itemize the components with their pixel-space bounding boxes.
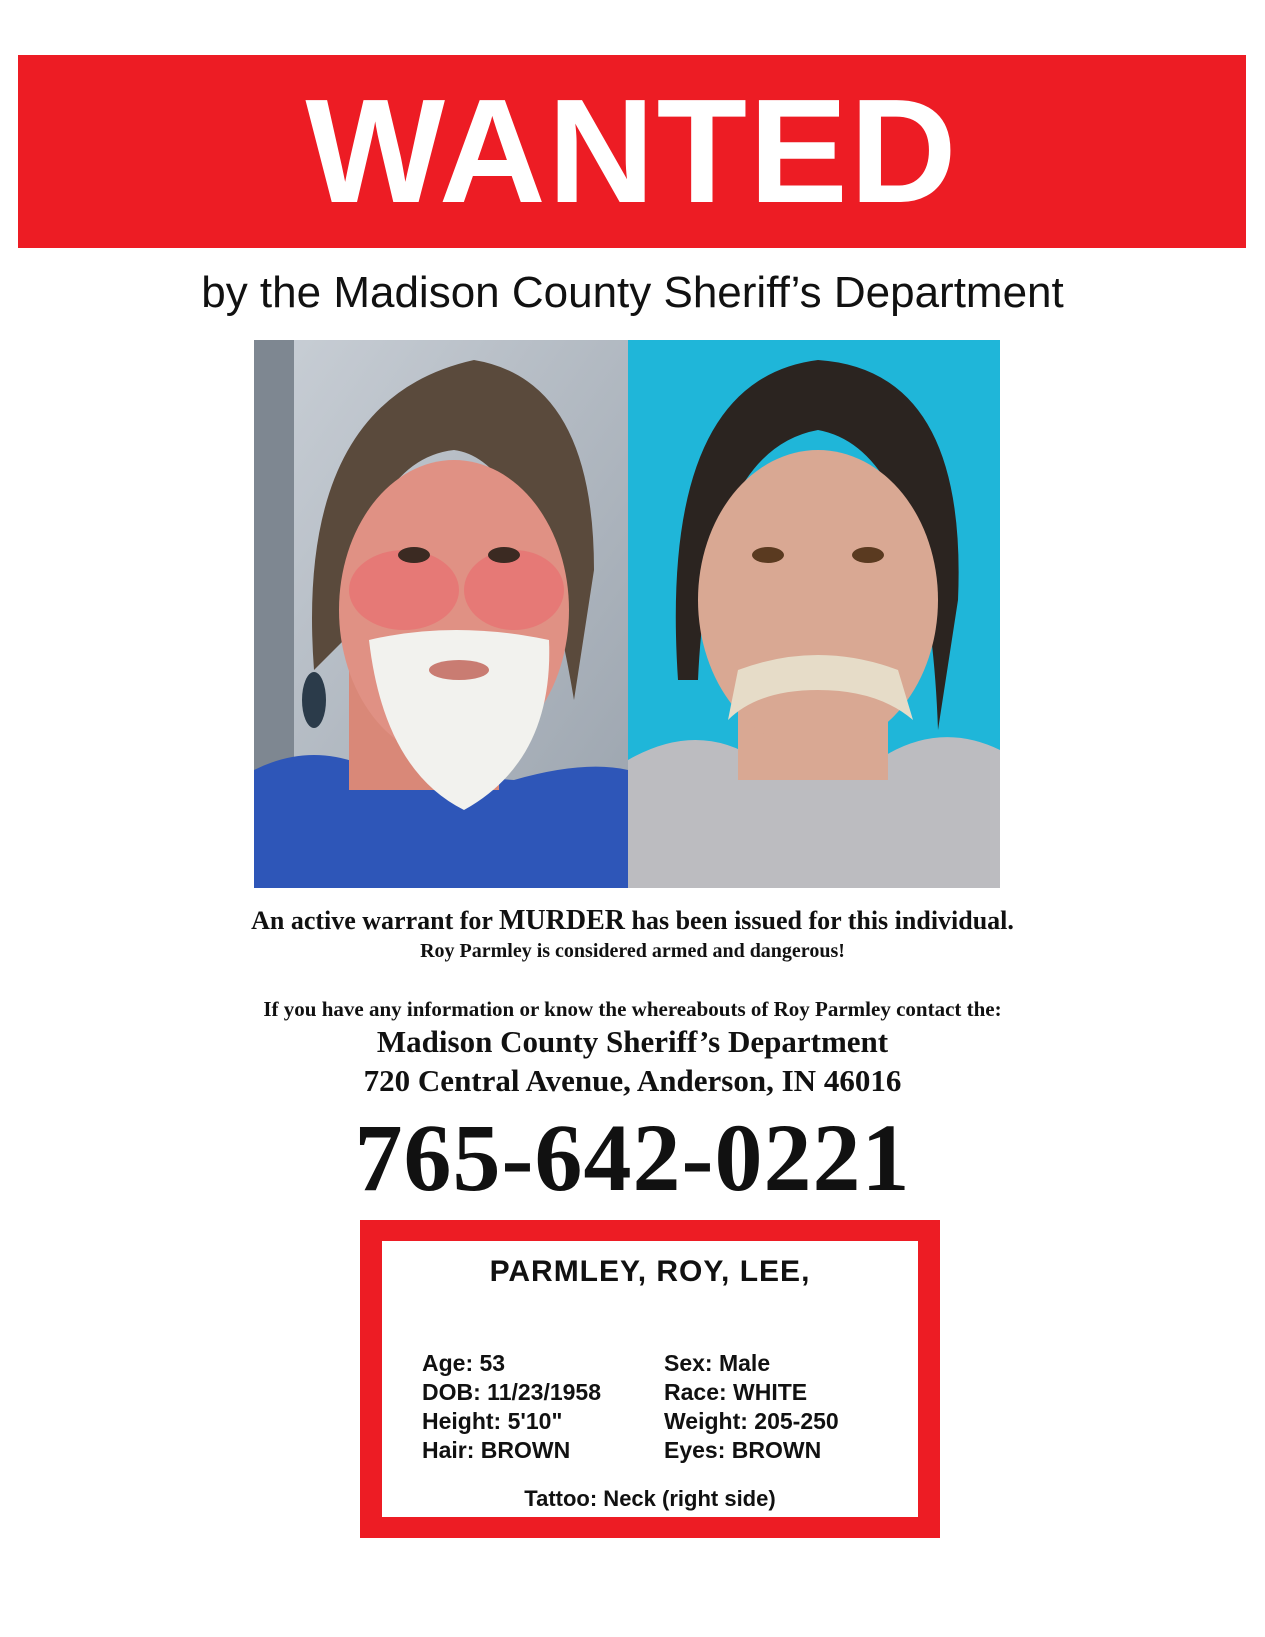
suspect-name: PARMLEY, ROY, LEE,	[489, 1255, 811, 1288]
detail-weight: Weight: 205-250	[664, 1408, 839, 1434]
suspect-photos	[254, 340, 1000, 888]
contact-agency: Madison County Sheriff’s Department	[376, 1024, 889, 1059]
contact-instructions: If you have any information or know the whereabouts of Roy Parmley contact the:	[263, 997, 1002, 1021]
photo-casual-icon	[254, 340, 628, 888]
contact-address: 720 Central Avenue, Anderson, IN 46016	[363, 1063, 902, 1098]
suspect-details-inner	[382, 1241, 918, 1517]
wanted-title: WANTED	[305, 68, 959, 234]
warrant-charge: MURDER	[498, 905, 625, 936]
armed-warning: Roy Parmley is considered armed and dangerous!	[420, 940, 845, 962]
contact-phone: 765-642-0221	[354, 1104, 911, 1211]
warrant-prefix: An active warrant for	[251, 906, 493, 935]
details-left-column	[422, 1349, 601, 1465]
details-right-column	[664, 1349, 839, 1465]
detail-dob: DOB: 11/23/1958	[422, 1379, 602, 1405]
suspect-details-card	[360, 1220, 940, 1538]
warrant-statement	[0, 905, 1265, 937]
photo-license-icon	[628, 340, 1000, 888]
detail-sex: Sex: Male	[664, 1350, 771, 1376]
wanted-banner	[18, 55, 1246, 248]
detail-eyes: Eyes: BROWN	[664, 1437, 822, 1463]
detail-tattoo: Tattoo: Neck (right side)	[524, 1486, 776, 1511]
detail-height: Height: 5'10"	[422, 1408, 563, 1434]
detail-race: Race: WHITE	[664, 1379, 808, 1405]
issuing-department: by the Madison County Sheriff’s Department	[201, 268, 1064, 317]
detail-age: Age: 53	[422, 1350, 506, 1376]
warrant-suffix: has been issued for this individual.	[631, 906, 1014, 935]
detail-hair: Hair: BROWN	[422, 1437, 571, 1463]
